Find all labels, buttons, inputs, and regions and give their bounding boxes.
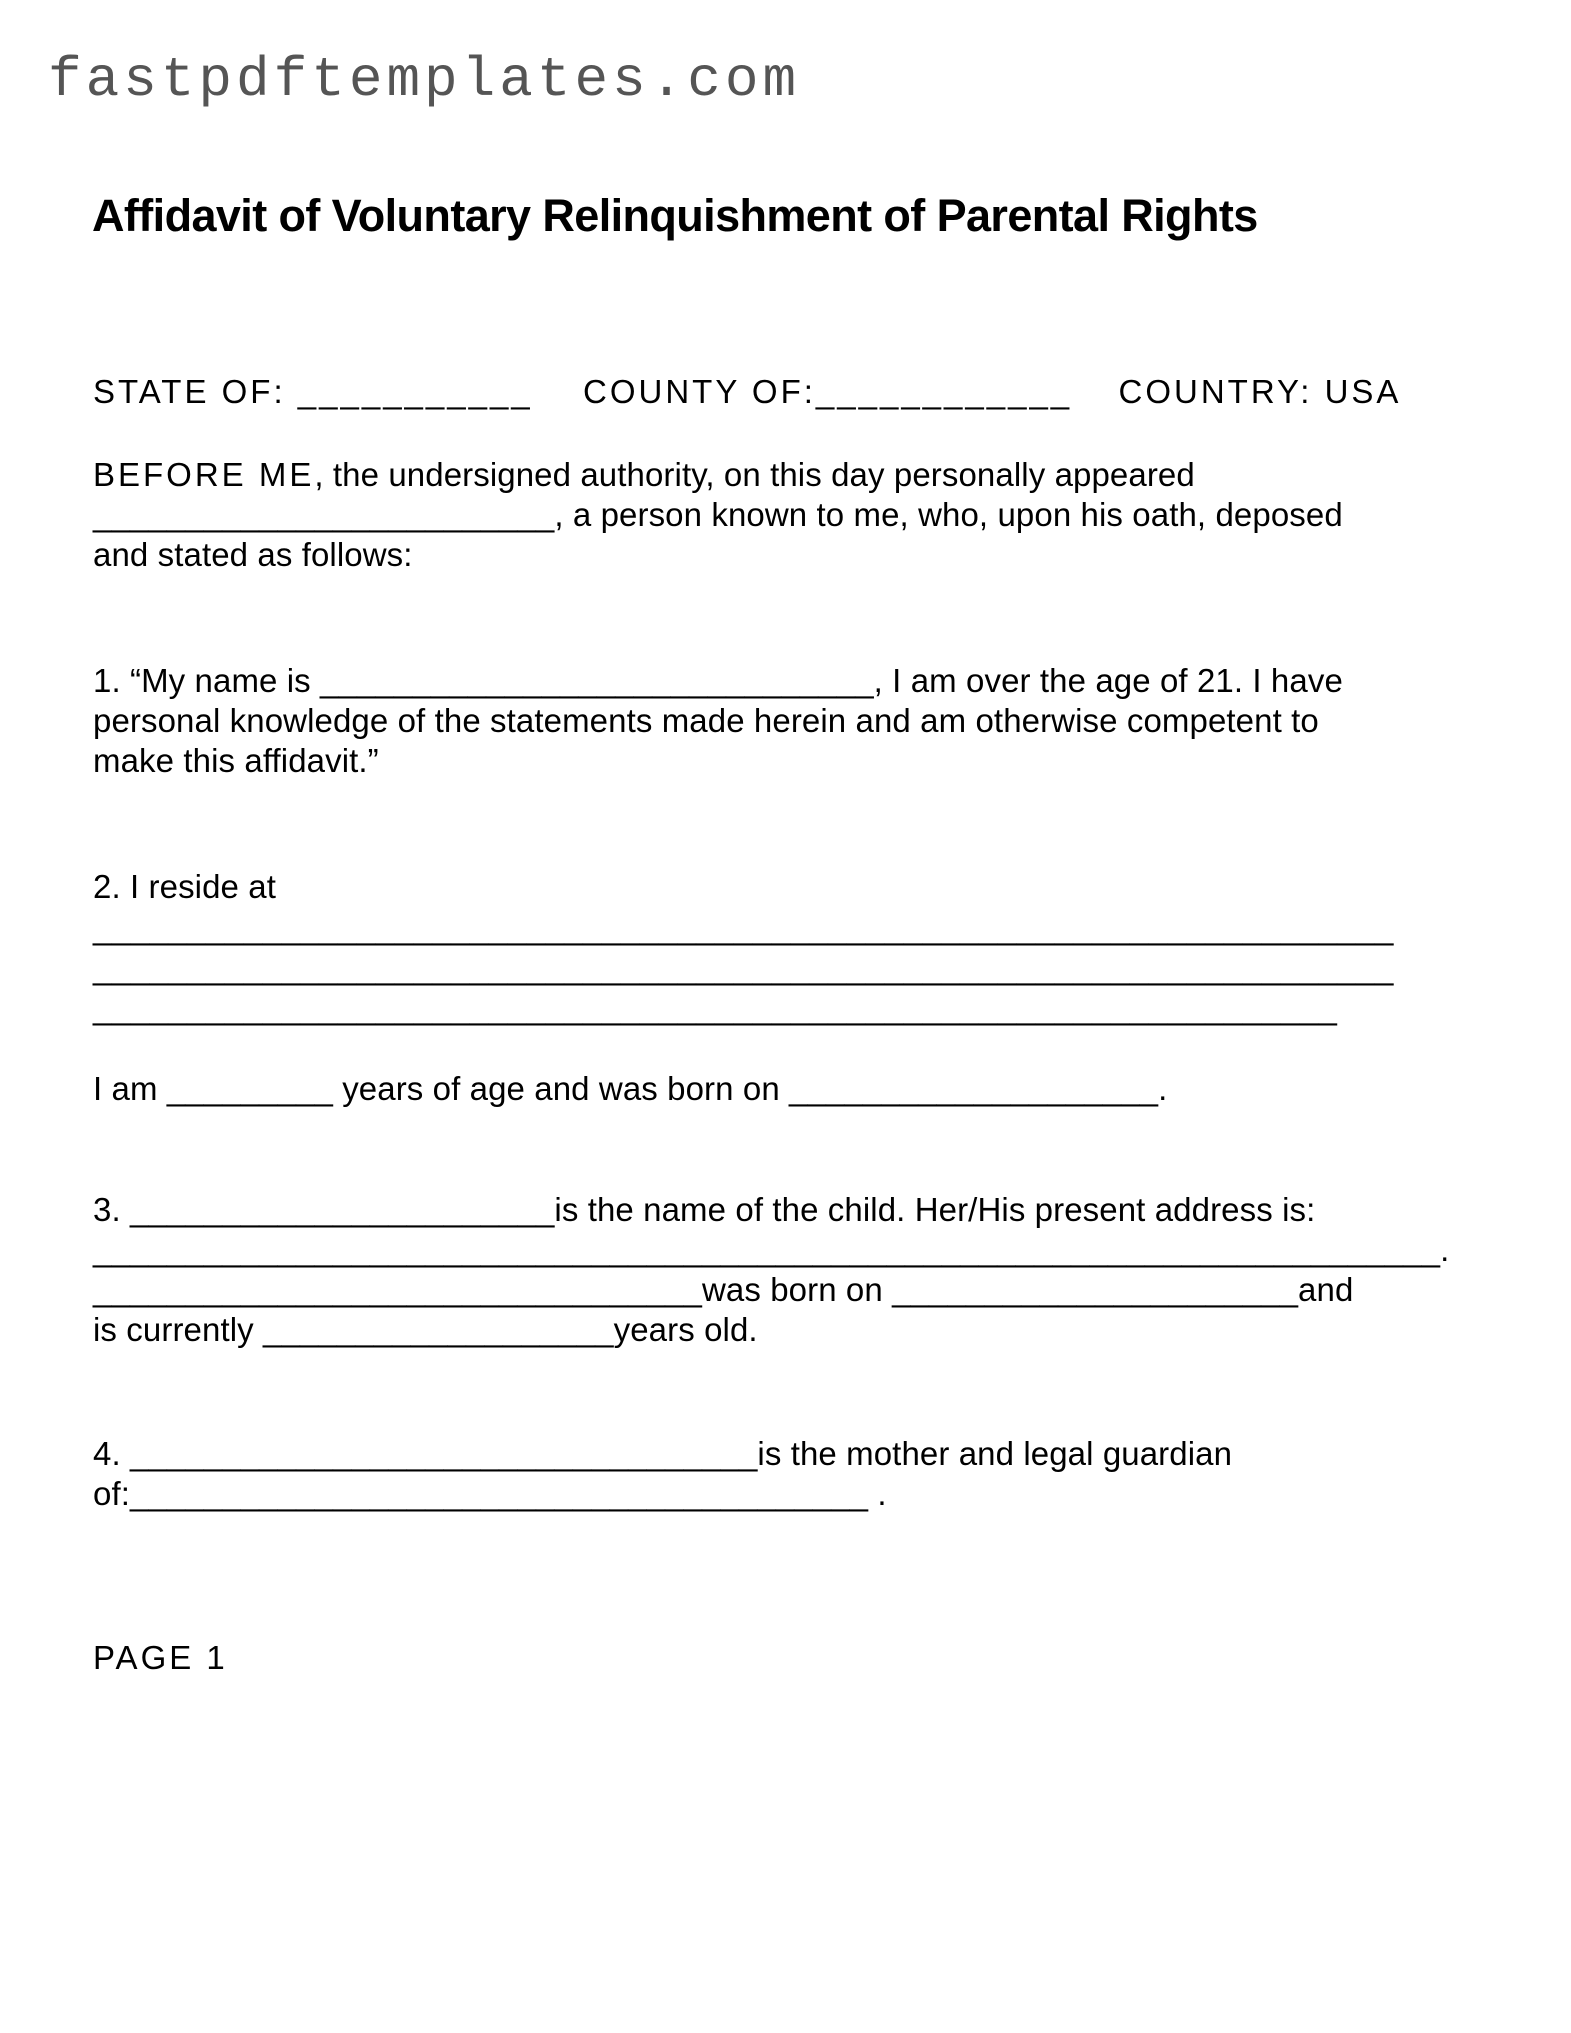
residence-blank-2: _____________________________________________________________________ bbox=[93, 949, 1394, 986]
residence-blank-1: _____________________________________________________________________ bbox=[93, 909, 1394, 946]
item1-line-2: personal knowledge of the statements made herein and am otherwise competent to bbox=[93, 702, 1319, 739]
item3-line-4: is currently ___________________years old. bbox=[93, 1311, 758, 1348]
state-field: STATE OF: ___________ bbox=[93, 373, 533, 410]
intro-line-2: _________________________, a person known to me, who, upon his oath, deposed bbox=[93, 496, 1343, 533]
page-number: PAGE 1 bbox=[93, 1639, 228, 1676]
item4-line-1: 4. __________________________________is the mother and legal guardian bbox=[93, 1435, 1233, 1472]
item1-line-1: 1. “My name is ______________________________, I am over the age of 21. I have bbox=[93, 662, 1343, 699]
item4-line-2: of:________________________________________ . bbox=[93, 1475, 887, 1512]
item3-line-2: _________________________________________________________________________. bbox=[93, 1231, 1450, 1268]
item3-line-1: 3. _______________________is the name of the child. Her/His present address is: bbox=[93, 1191, 1316, 1228]
age-line: I am _________ years of age and was born on ____________________. bbox=[93, 1070, 1168, 1107]
document-title: Affidavit of Voluntary Relinquishment of Parental Rights bbox=[92, 190, 1258, 241]
intro-line-3: and stated as follows: bbox=[93, 536, 413, 573]
country-field: COUNTRY: USA bbox=[1118, 373, 1402, 410]
item3-line-3: _________________________________was born on ______________________and bbox=[93, 1271, 1354, 1308]
intro-line-1-text: , the undersigned authority, on this day personally appeared bbox=[314, 456, 1195, 493]
before-me-label: BEFORE ME bbox=[93, 456, 315, 493]
county-field: COUNTY OF:____________ bbox=[583, 373, 1073, 410]
site-watermark: fastpdftemplates.com bbox=[48, 48, 801, 112]
jurisdiction-line bbox=[93, 372, 1401, 412]
item2-line-1: 2. I reside at bbox=[93, 868, 276, 905]
intro-line-1 bbox=[93, 455, 1195, 495]
residence-blank-3: __________________________________________________________________ bbox=[93, 989, 1338, 1026]
item1-line-3: make this affidavit.” bbox=[93, 742, 379, 779]
